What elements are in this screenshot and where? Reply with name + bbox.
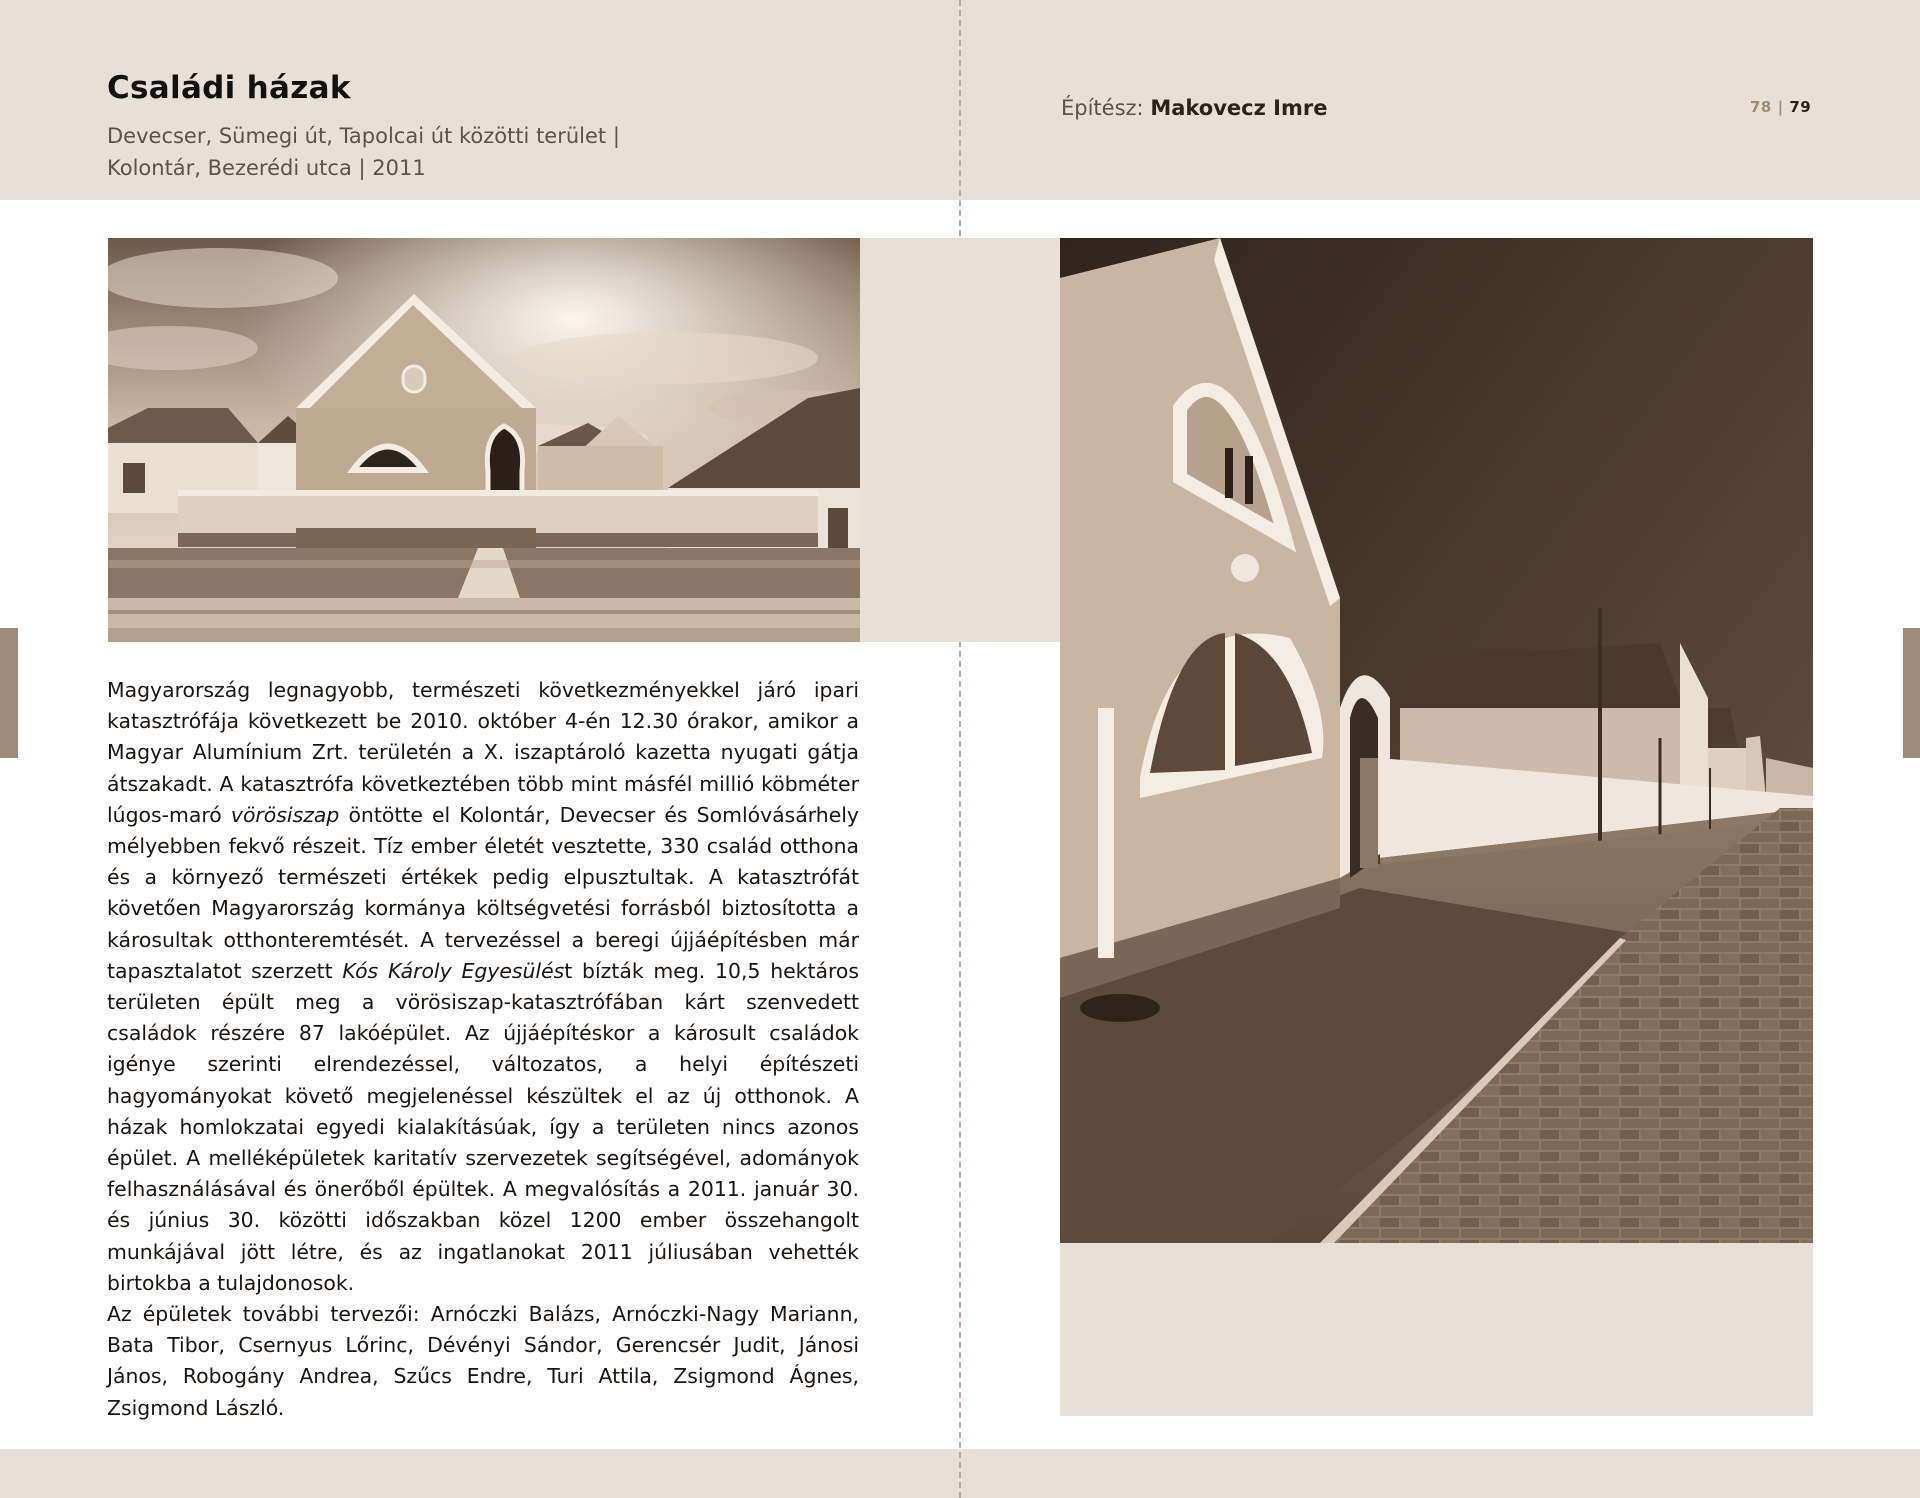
street-perspective-photo: [1060, 238, 1813, 1243]
article-text-1a: Magyarország legnagyobb, természeti következményekkel járó ipari katasztrófája következett be 2010. október 4-én 12.30 órakor, amikor a Magyar Alumínium Zrt. területén a X. iszaptároló kazetta nyugati gátja átszakadt. A katasztrófa következtében több mint másfél millió köbméter lúgos-maró: [107, 678, 859, 827]
article-emphasis-kos-karoly: Kós Károly Egyesülés: [342, 958, 565, 983]
house-facade-photo: [108, 238, 860, 642]
architect-credit: [1061, 96, 1327, 120]
article-paragraph-1: [107, 675, 859, 1299]
article-body: [107, 675, 859, 1424]
page-number-left: 78: [1750, 98, 1772, 116]
architect-name: Makovecz Imre: [1150, 96, 1328, 120]
article-emphasis-vorosiszap: vörösiszap: [230, 802, 340, 827]
left-edge-tab: [0, 628, 18, 758]
subtitle-line-2: Kolontár, Bezerédi utca | 2011: [107, 156, 426, 180]
page-number-right: 79: [1789, 98, 1812, 116]
page-number-separator: |: [1777, 98, 1784, 116]
photo-shade-block: [860, 238, 1060, 642]
article-paragraph-2: Az épületek további tervezői: Arnóczki Balázs, Arnóczki-Nagy Mariann, Bata Tibor, Csernyus Lőrinc, Dévényi Sándor, Gerencsér Judit, Jánosi János, Robogány Andrea, Szűcs Endre, Turi Attila, Zsigmond Ágnes, Zsigmond László.: [107, 1302, 859, 1420]
location-subtitle: [107, 120, 667, 184]
article-text-1c: t bízták meg. 10,5 hektáros területen épült meg a vörösiszap-katasztrófában kárt szenvedett családok részére 87 lakóépület. Az újjáépítéskor a károsult családok igénye szerinti elrendezéssel, változatos, a helyi építészeti hagyományokat követő megjelenéssel készültek el az új otthonok. A házak homlokzatai egyedi kialakításúak, így a területen nincs azonos épület. A melléképületek karitatív szervezetek segítségével, adományok felhasználásával és önerőből épültek. A megvalósítás a 2011. január 30. és június 30. közötti időszakban közel 1200 ember összehangolt munkájával jött létre, és az ingatlanokat 2011 júliusában vehették birtokba a tulajdonosok.: [107, 958, 859, 1295]
subtitle-line-1: Devecser, Sümegi út, Tapolcai út közötti terület |: [107, 124, 620, 148]
architect-label: Építész:: [1061, 96, 1144, 120]
article-text-1b: öntötte el Kolontár, Devecser és Somlóvásárhely mélyebben fekvő részeit. Tíz ember életét vesztette, 330 család otthona és a környező természeti értékek pedig elpusztultak. A katasztrófát követően Magyarország kormánya költségvetési forrásból biztosította a károsultak otthonteremtését. A tervezéssel a beregi újjáépítésben már tapasztalatot szerzett: [107, 802, 859, 983]
page-fold: [959, 0, 961, 1498]
page-title: Családi házak: [107, 70, 351, 106]
page-numbers: [1750, 98, 1811, 116]
right-edge-tab: [1903, 628, 1920, 758]
